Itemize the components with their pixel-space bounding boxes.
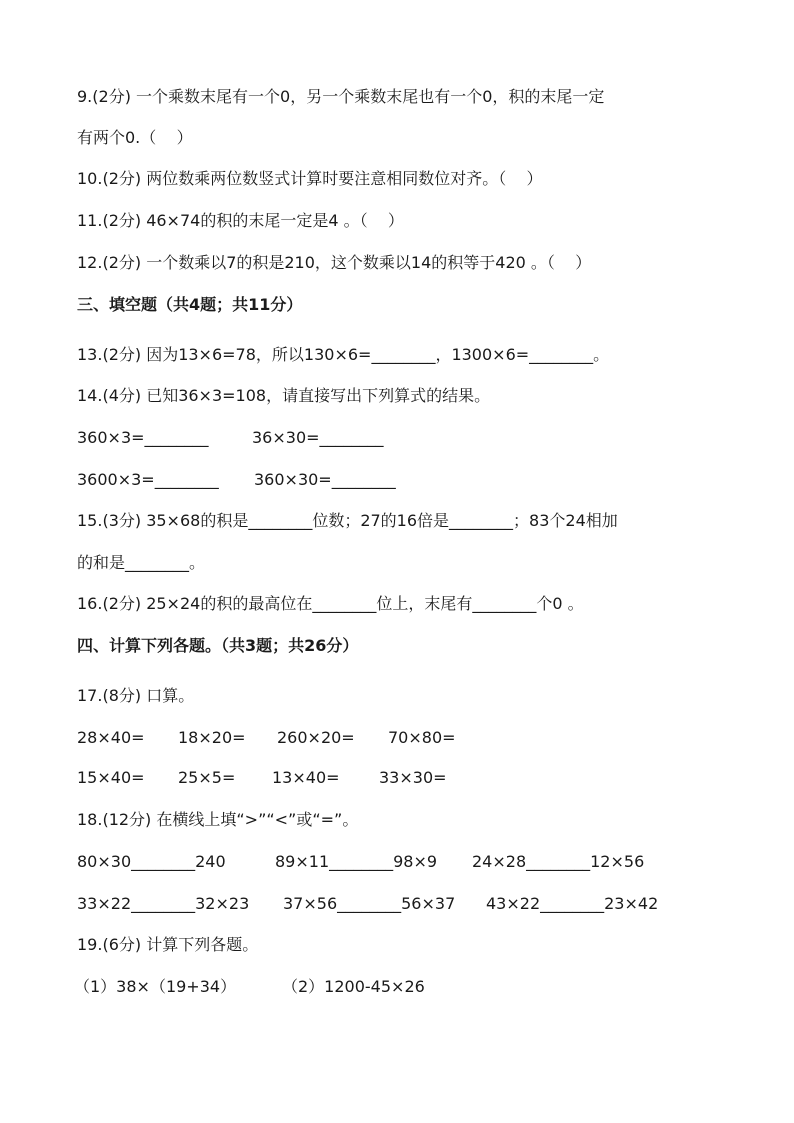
mental-math-item: 70×80=: [388, 728, 456, 747]
mental-math-item: 15×40=: [77, 768, 145, 787]
mental-math-item: 18×20=: [178, 728, 246, 747]
section-4-heading: 四、计算下列各题。（共3题；共26分）: [77, 636, 359, 655]
compare-item: 43×22________23×42: [486, 894, 659, 913]
calc-item: （1）38×（19+34）: [74, 977, 237, 996]
compare-item: 89×11________98×9: [275, 852, 438, 871]
question-14-item: 36×30=________: [252, 428, 384, 447]
question-15-line-1: 15.(3分) 35×68的积是________位数；27的16倍是________；83个24相加: [77, 511, 618, 530]
mental-math-item: 25×5=: [178, 768, 236, 787]
question-13: 13.(2分) 因为13×6=78，所以130×6=________，1300×6=________。: [77, 345, 610, 364]
question-14-item: 3600×3=________: [77, 470, 219, 489]
question-9-line-2: 有两个0.（ ）: [77, 128, 193, 147]
question-15-line-2: 的和是________。: [77, 553, 206, 572]
question-16: 16.(2分) 25×24的积的最高位在________位上，末尾有________个0 。: [77, 594, 584, 613]
section-3-heading: 三、填空题（共4题；共11分）: [77, 295, 303, 314]
question-14-item: 360×3=________: [77, 428, 209, 447]
question-14: 14.(4分) 已知36×3=108，请直接写出下列算式的结果。: [77, 386, 491, 405]
question-18: 18.(12分) 在横线上填“>”“<”或“=”。: [77, 810, 359, 829]
question-17: 17.(8分) 口算。: [77, 686, 195, 705]
question-10: 10.(2分) 两位数乘两位数竖式计算时要注意相同数位对齐。（ ）: [77, 169, 543, 188]
mental-math-item: 33×30=: [379, 768, 447, 787]
mental-math-item: 13×40=: [272, 768, 340, 787]
compare-item: 37×56________56×37: [283, 894, 456, 913]
question-14-item: 360×30=________: [254, 470, 396, 489]
question-12: 12.(2分) 一个数乘以7的积是210，这个数乘以14的积等于420 。（ ）: [77, 253, 592, 272]
question-19: 19.(6分) 计算下列各题。: [77, 935, 259, 954]
calc-item: （2）1200-45×26: [282, 977, 425, 996]
question-11: 11.(2分) 46×74的积的末尾一定是4 。（ ）: [77, 211, 404, 230]
compare-item: 24×28________12×56: [472, 852, 645, 871]
mental-math-item: 28×40=: [77, 728, 145, 747]
mental-math-item: 260×20=: [277, 728, 355, 747]
compare-item: 33×22________32×23: [77, 894, 250, 913]
compare-item: 80×30________240: [77, 852, 226, 871]
question-9-line-1: 9.(2分) 一个乘数末尾有一个0，另一个乘数末尾也有一个0，积的末尾一定: [77, 87, 605, 106]
